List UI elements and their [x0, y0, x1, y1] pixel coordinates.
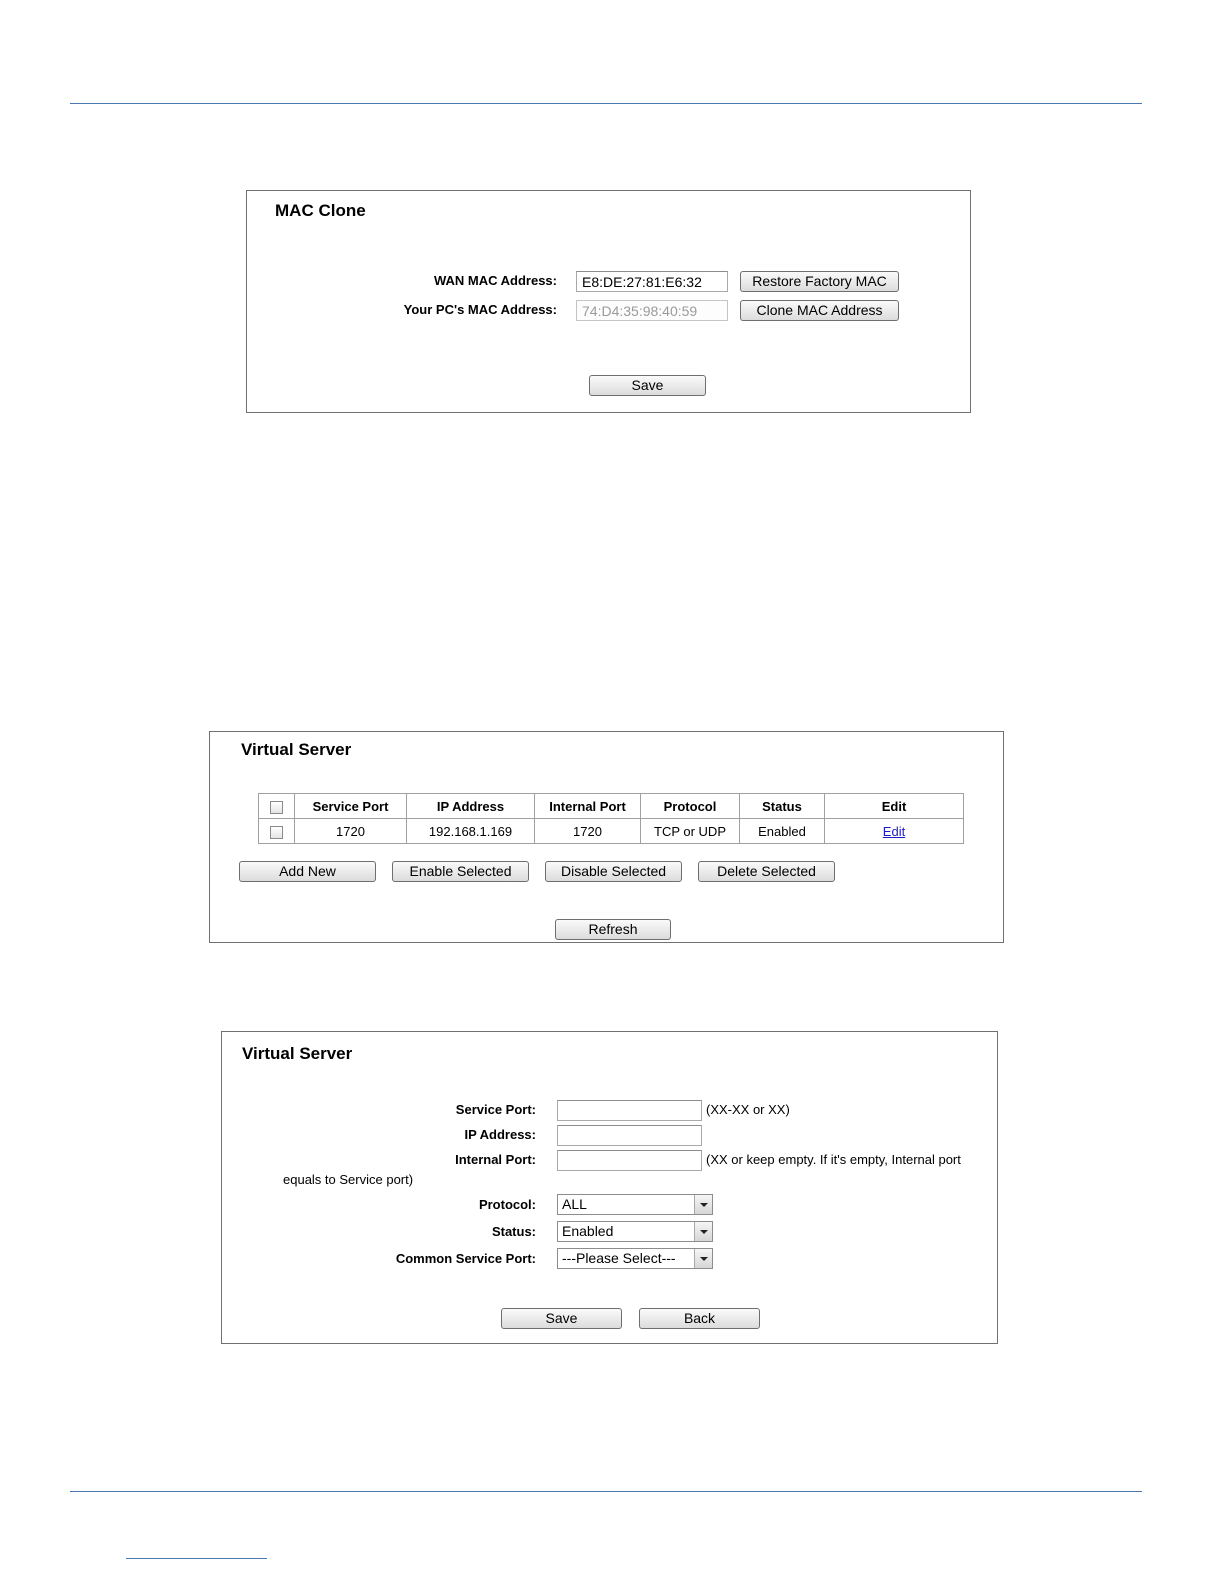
chevron-down-icon[interactable] — [694, 1249, 712, 1268]
mac-clone-panel — [246, 190, 971, 413]
col-service-port: Service Port — [295, 794, 407, 819]
wan-mac-label: WAN MAC Address: — [433, 273, 557, 288]
pc-mac-label: Your PC's MAC Address: — [403, 302, 557, 317]
mac-clone-save-button[interactable]: Save — [589, 375, 706, 396]
add-new-button[interactable]: Add New — [239, 861, 376, 882]
protocol-label: Protocol: — [478, 1197, 536, 1212]
ip-address-input[interactable] — [557, 1125, 702, 1146]
chevron-down-icon[interactable] — [694, 1195, 712, 1214]
status-select-value: Enabled — [562, 1223, 614, 1239]
edit-link[interactable]: Edit — [882, 823, 906, 839]
chevron-down-icon[interactable] — [694, 1222, 712, 1241]
cell-internal-port: 1720 — [535, 819, 641, 844]
col-ip-address: IP Address — [407, 794, 535, 819]
table-row — [259, 819, 964, 844]
virtual-server-list-title: Virtual Server — [241, 740, 352, 759]
form-save-button[interactable]: Save — [501, 1308, 622, 1329]
footer-link-underline — [126, 1558, 267, 1559]
service-port-label: Service Port: — [455, 1102, 536, 1117]
col-internal-port: Internal Port — [535, 794, 641, 819]
internal-port-label: Internal Port: — [455, 1152, 536, 1167]
row-checkbox[interactable] — [270, 826, 283, 839]
delete-selected-button[interactable]: Delete Selected — [698, 861, 835, 882]
select-all-checkbox[interactable] — [270, 801, 283, 814]
virtual-server-form-panel — [221, 1031, 998, 1344]
cell-protocol: TCP or UDP — [641, 819, 740, 844]
status-select[interactable] — [557, 1221, 713, 1242]
col-protocol: Protocol — [641, 794, 740, 819]
cell-edit — [825, 819, 964, 844]
common-service-port-select[interactable] — [557, 1248, 713, 1269]
virtual-server-list-panel — [209, 731, 1004, 943]
cell-status: Enabled — [740, 819, 825, 844]
protocol-select[interactable] — [557, 1194, 713, 1215]
table-header-row — [259, 794, 964, 819]
internal-port-hint: (XX or keep empty. If it's empty, Internal port — [706, 1152, 961, 1167]
select-all-cell — [259, 794, 295, 819]
wan-mac-input[interactable] — [576, 271, 728, 292]
header-rule — [70, 103, 1142, 104]
restore-factory-mac-button[interactable]: Restore Factory MAC — [740, 271, 899, 292]
service-port-input[interactable] — [557, 1100, 702, 1121]
service-port-hint: (XX-XX or XX) — [706, 1102, 790, 1117]
internal-port-input[interactable] — [557, 1150, 702, 1171]
col-edit: Edit — [825, 794, 964, 819]
mac-clone-title: MAC Clone — [275, 201, 366, 220]
disable-selected-button[interactable]: Disable Selected — [545, 861, 682, 882]
clone-mac-address-button[interactable]: Clone MAC Address — [740, 300, 899, 321]
enable-selected-button[interactable]: Enable Selected — [392, 861, 529, 882]
refresh-button[interactable]: Refresh — [555, 919, 671, 940]
col-status: Status — [740, 794, 825, 819]
virtual-server-form-title: Virtual Server — [242, 1044, 353, 1063]
common-service-port-value: ---Please Select--- — [562, 1250, 676, 1266]
footer-rule — [70, 1491, 1142, 1492]
cell-ip-address: 192.168.1.169 — [407, 819, 535, 844]
internal-port-hint-continued: equals to Service port) — [283, 1172, 414, 1187]
pc-mac-input — [576, 300, 728, 321]
status-label: Status: — [491, 1224, 536, 1239]
common-service-port-label: Common Service Port: — [395, 1251, 536, 1266]
protocol-select-value: ALL — [562, 1196, 587, 1212]
cell-service-port: 1720 — [295, 819, 407, 844]
ip-address-label: IP Address: — [464, 1127, 536, 1142]
virtual-server-table — [258, 793, 964, 844]
row-select-cell — [259, 819, 295, 844]
back-button[interactable]: Back — [639, 1308, 760, 1329]
